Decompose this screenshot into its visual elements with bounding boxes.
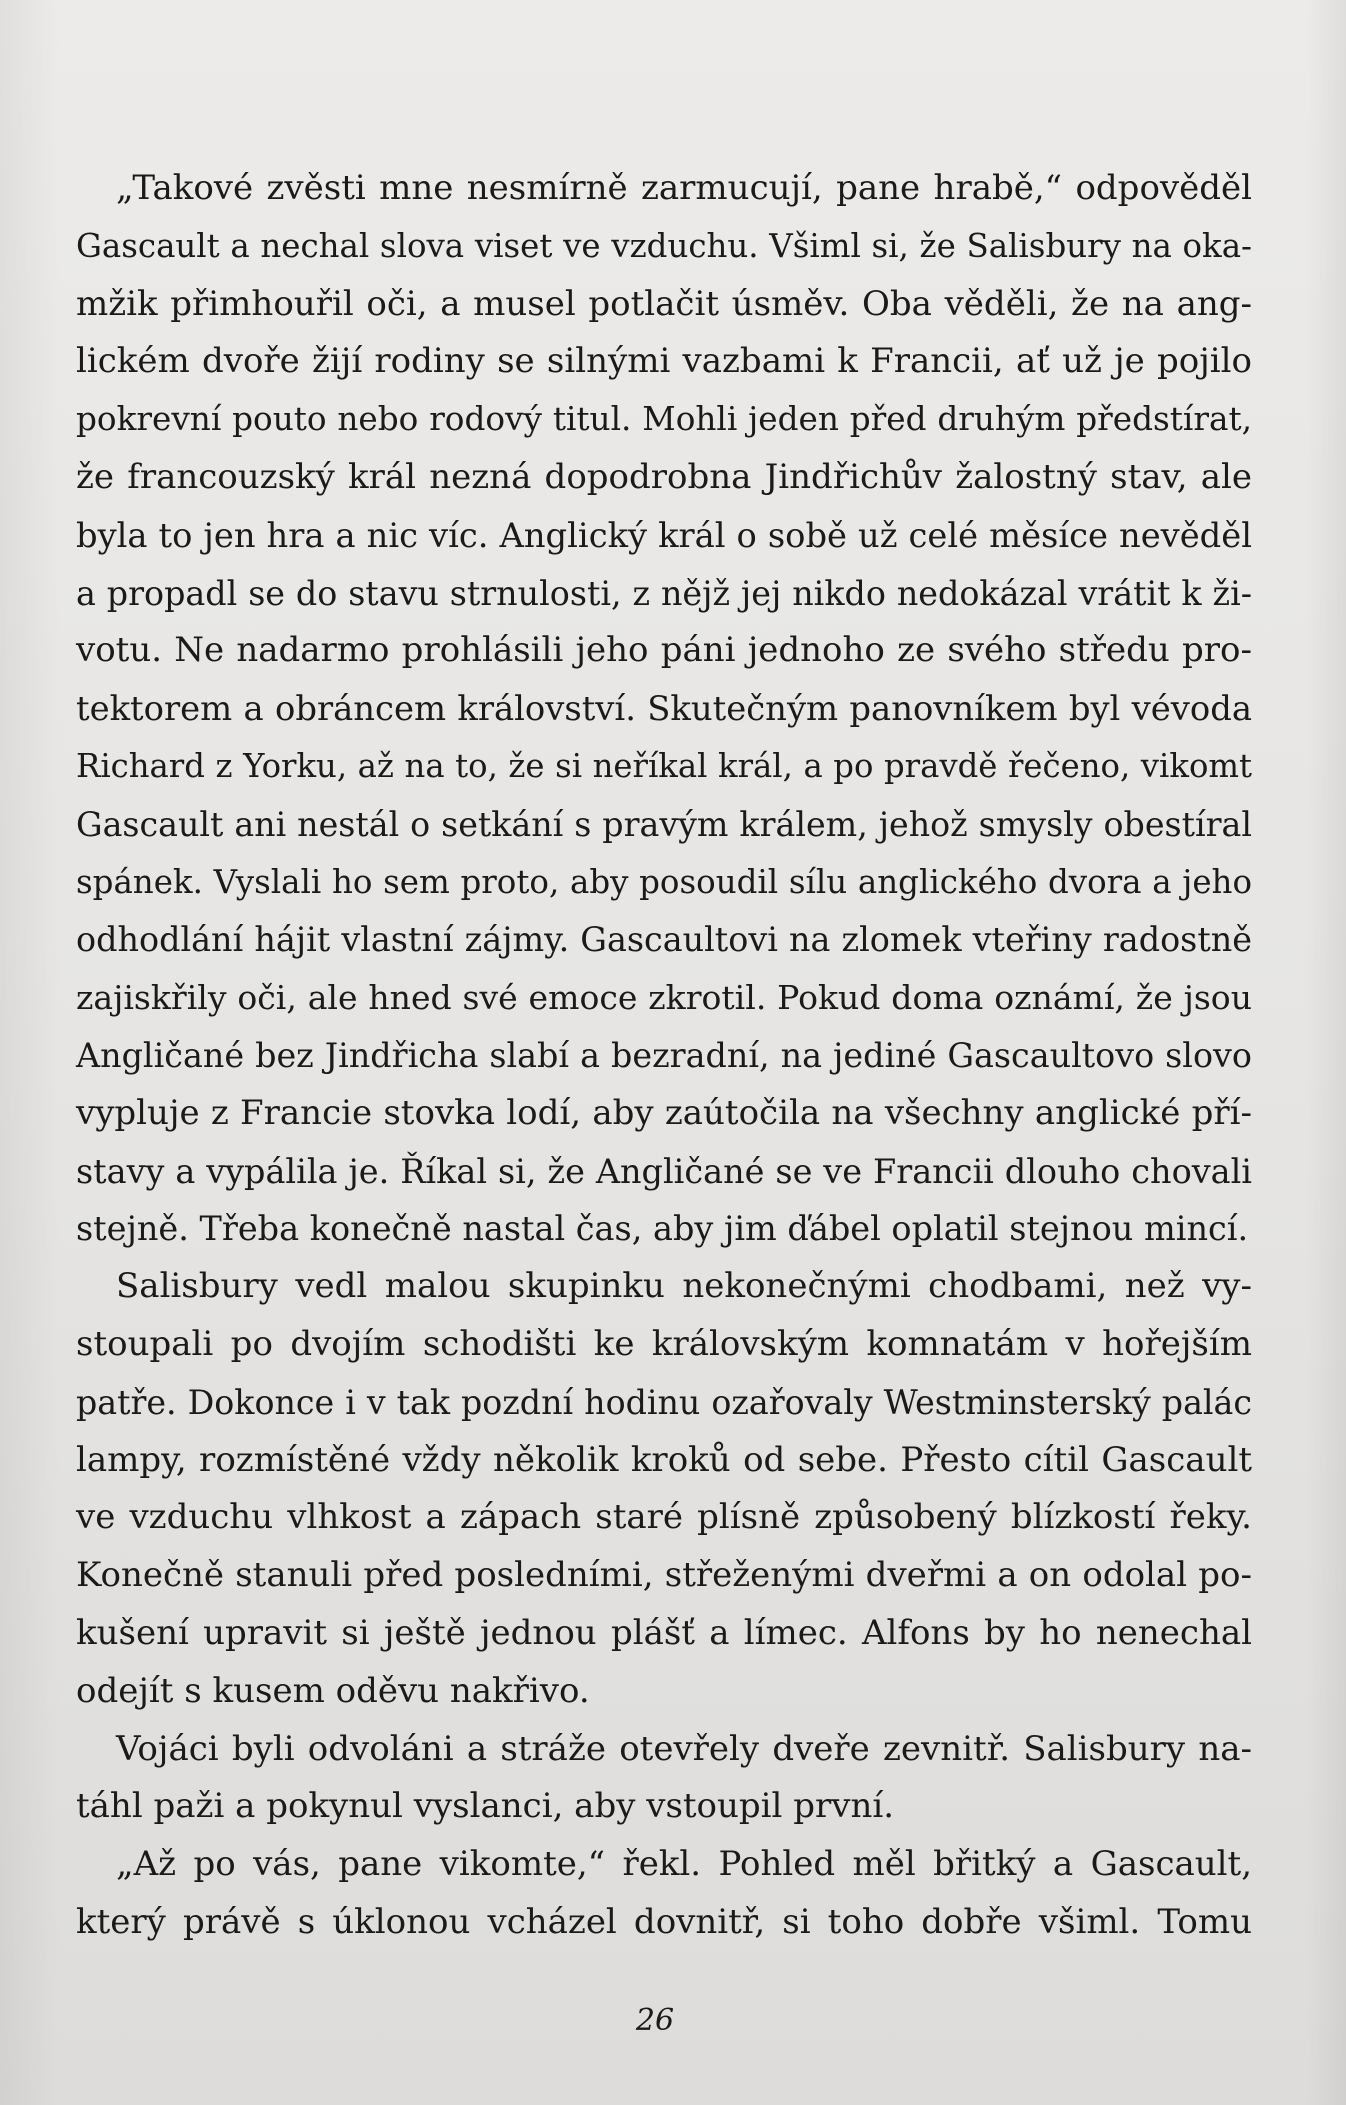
text-line: lickém dvoře žijí rodiny se silnými vazbami k Francii, ať už je pojilo — [76, 341, 1252, 382]
text-line: Richard z Yorku, až na to, že si neříkal král, a po pravdě řečeno, vikomt — [76, 746, 1252, 785]
text-line: patře. Dokonce i v tak pozdní hodinu ozařovaly Westminsterský palác — [76, 1382, 1252, 1422]
text-line: táhl paži a pokynul vyslanci, aby vstoupil první. — [76, 1786, 895, 1827]
text-line: stavy a vypálila je. Říkal si, že Angličané se ve Francii dlouho chovali — [76, 1151, 1252, 1191]
text-line: ve vzduchu vlhkost a zápach staré plísně způsobený blízkostí řeky. — [76, 1497, 1252, 1538]
text-line: Angličané bez Jindřicha slabí a bezradní, na jediné Gascaultovo slovo — [76, 1035, 1252, 1075]
text-line: byla to jen hra a nic víc. Anglický král o sobě už celé měsíce nevěděl — [76, 515, 1252, 555]
text-line: Konečně stanuli před posledními, střeženými dveřmi a on odolal po- — [76, 1555, 1252, 1596]
text-line: Salisbury vedl malou skupinku nekonečnými chodbami, než vy- — [116, 1266, 1252, 1307]
page-number: 26 — [635, 2003, 675, 2038]
text-line: pokrevní pouto nebo rodový titul. Mohli jeden před druhým předstírat, — [76, 400, 1252, 439]
text-line: „Takové zvěsti mne nesmírně zarmucují, pane hrabě,“ odpověděl — [116, 168, 1252, 208]
text-line: „Až po vás, pane vikomte,“ řekl. Pohled měl břitký a Gascault, — [116, 1844, 1252, 1885]
text-line: kušení upravit si ještě jednou plášť a límec. Alfons by ho nenechal — [76, 1612, 1252, 1653]
body-text — [76, 160, 1252, 1952]
text-line: stoupali po dvojím schodišti ke královským komnatám v hořejším — [76, 1323, 1252, 1364]
text-line: odhodlání hájit vlastní zájmy. Gascaultovi na zlomek vteřiny radostně — [76, 920, 1252, 960]
text-line: spánek. Vyslali ho sem proto, aby posoudil sílu anglického dvora a jeho — [76, 862, 1252, 901]
text-line: že francouzský král nezná dopodrobna Jindřichův žalostný stav, ale — [76, 456, 1252, 497]
text-line: votu. Ne nadarmo prohlásili jeho páni jednoho ze svého středu pro- — [76, 630, 1252, 671]
text-line: odejít s kusem oděvu nakřivo. — [76, 1670, 590, 1711]
text-line: lampy, rozmístěné vždy několik kroků od sebe. Přesto cítil Gascault — [76, 1439, 1252, 1480]
text-line: tektorem a obráncem království. Skutečným panovníkem byl vévoda — [76, 689, 1252, 729]
text-line: mžik přimhouřil oči, a musel potlačit úsměv. Oba věděli, že na ang- — [76, 283, 1252, 324]
text-line: stejně. Třeba konečně nastal čas, aby jim ďábel oplatil stejnou mincí. — [76, 1209, 1249, 1249]
text-line: a propadl se do stavu strnulosti, z nějž jej nikdo nedokázal vrátit k ži- — [76, 573, 1252, 613]
text-line: vypluje z Francie stovka lodí, aby zaútočila na všechny anglické pří- — [76, 1092, 1252, 1133]
text-line: zajiskřily oči, ale hned své emoce zkrotil. Pokud doma oznámí, že jsou — [76, 978, 1252, 1018]
text-line: Vojáci byli odvoláni a stráže otevřely dveře zevnitř. Salisbury na- — [116, 1728, 1252, 1769]
text-line: Gascault a nechal slova viset ve vzduchu. Všiml si, že Salisbury na oka- — [76, 226, 1252, 265]
text-line: Gascault ani nestál o setkání s pravým králem, jehož smysly obestíral — [76, 804, 1252, 844]
text-line: který právě s úklonou vcházel dovnitř, si toho dobře všiml. Tomu — [76, 1901, 1252, 1942]
